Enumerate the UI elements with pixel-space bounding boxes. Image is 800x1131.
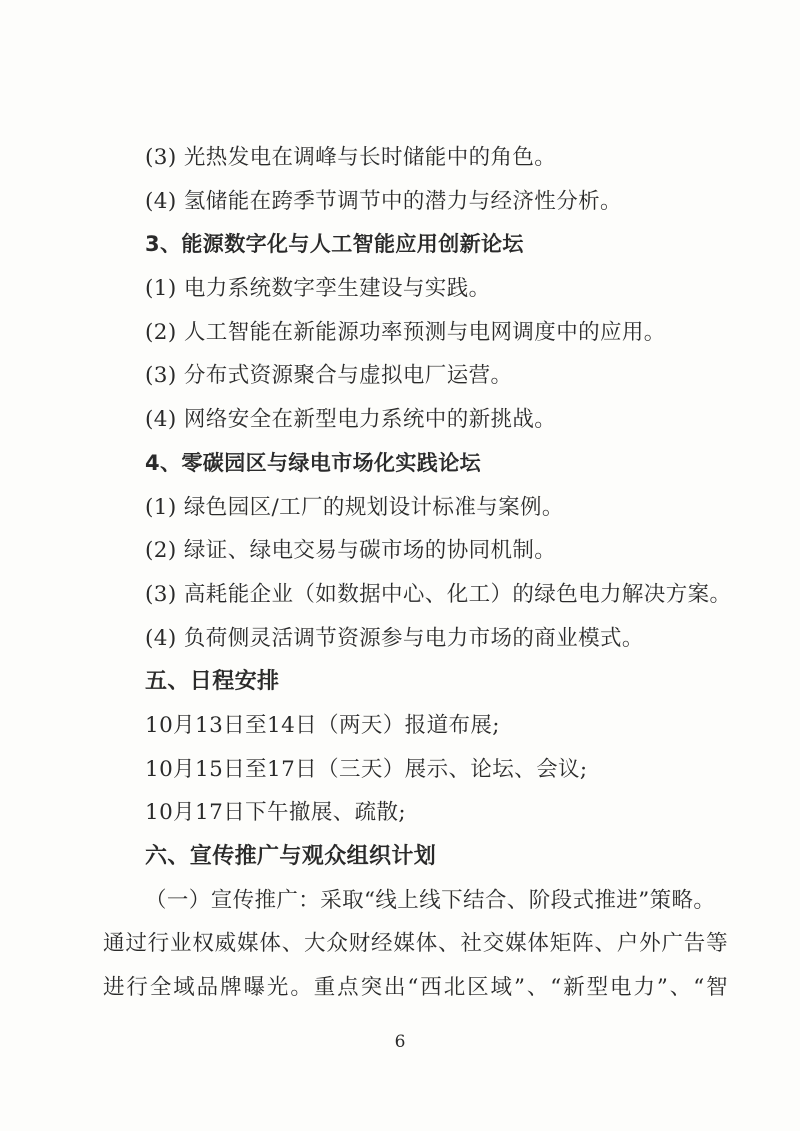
subsection-heading: 3、能源数字化与人工智能应用创新论坛: [145, 232, 524, 257]
document-body: [103, 136, 732, 1010]
section-heading: 六、宣传推广与观众组织计划: [145, 844, 437, 869]
section-heading: 五、日程安排: [145, 669, 280, 695]
subsection-heading: 4、零碳园区与绿电市场化实践论坛: [145, 450, 482, 475]
list-item: (2) 人工智能在新能源功率预测与电网调度中的应用。: [145, 319, 666, 345]
list-item: 10月17日下午撤展、疏散;: [145, 800, 407, 826]
list-item: (2) 绿证、绿电交易与碳市场的协同机制。: [145, 538, 557, 564]
list-item: (3) 高耗能企业（如数据中心、化工）的绿色电力解决方案。: [145, 581, 732, 607]
list-item: (1) 绿色园区/工厂的规划设计标准与案例。: [145, 494, 564, 520]
paragraph-line: 通过行业权威媒体、大众财经媒体、社交媒体矩阵、户外广告等: [103, 931, 728, 957]
list-item: 10月15日至17日（三天）展示、论坛、会议;: [145, 756, 588, 782]
page-number: 6: [394, 1032, 406, 1052]
list-item: (3) 光热发电在调峰与长时储能中的角色。: [145, 145, 557, 170]
list-item: (4) 负荷侧灵活调节资源参与电力市场的商业模式。: [145, 625, 644, 651]
list-item: (1) 电力系统数字孪生建设与实践。: [145, 276, 491, 302]
paragraph-line: （一）宣传推广：采取“线上线下结合、阶段式推进”策略。: [145, 887, 716, 913]
list-item: (4) 氢储能在跨季节调节中的潜力与经济性分析。: [145, 188, 622, 214]
list-item: (4) 网络安全在新型电力系统中的新挑战。: [145, 407, 557, 433]
list-item: 10月13日至14日（两天）报道布展;: [145, 712, 500, 738]
paragraph-line: 进行全域品牌曝光。重点突出“西北区域”、“新型电力”、“智: [103, 975, 728, 1001]
list-item: (3) 分布式资源聚合与虚拟电厂运营。: [145, 363, 513, 389]
